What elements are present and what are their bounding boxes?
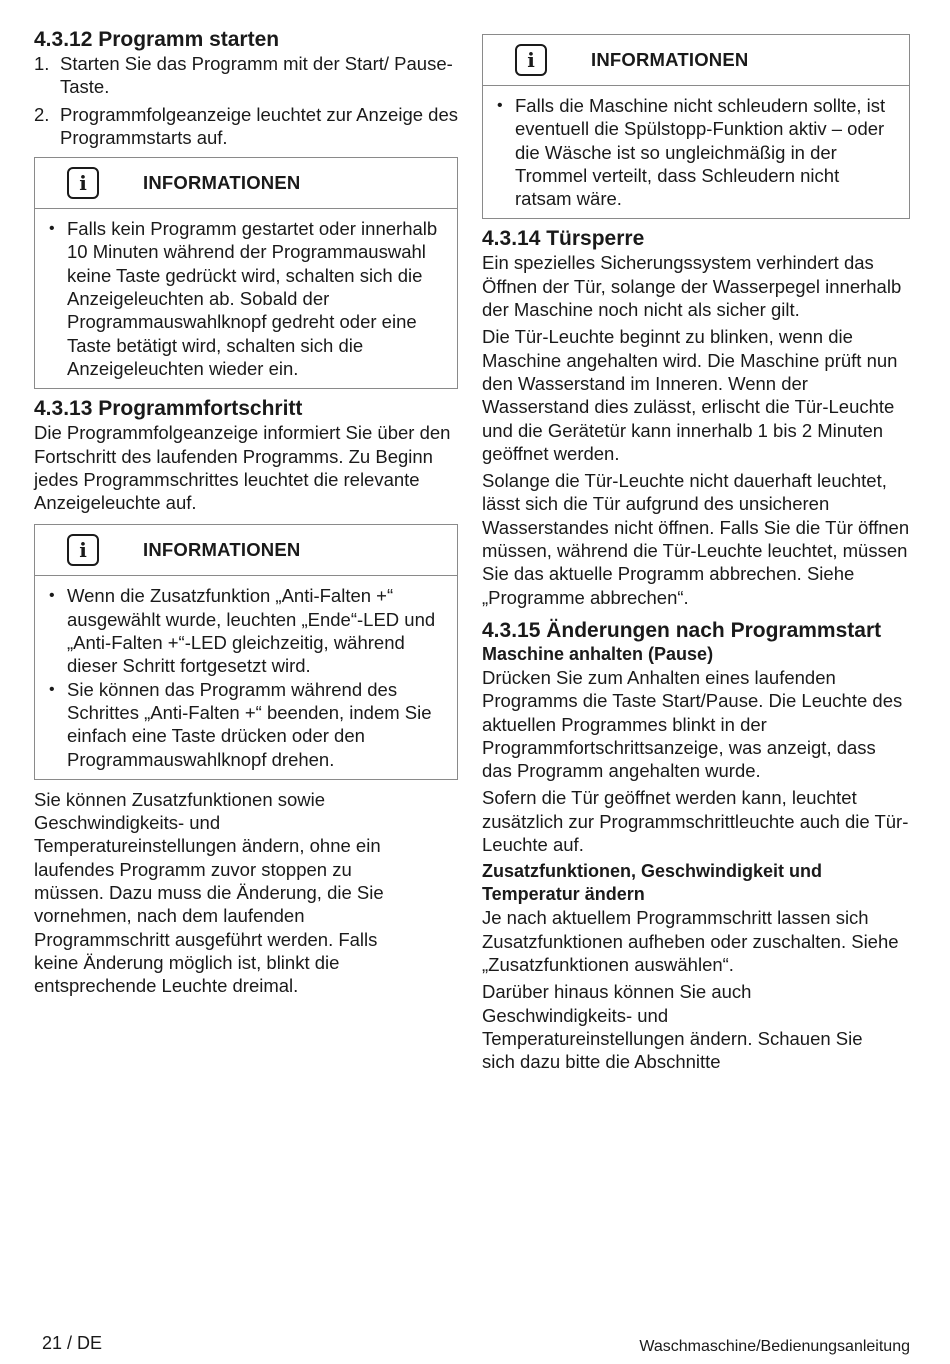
paragraph: Darüber hinaus können Sie auch Geschwindigkeits- und Temperatureinstellungen ändern. Schauen Sie sich dazu bitte die Abschnitte: [482, 981, 863, 1073]
info-list: [483, 86, 909, 218]
paragraph: Die Tür-Leuchte beginnt zu blinken, wenn die Maschine angehalten wird. Die Maschine prüft nun den Wasserstand im Inneren. Wenn der Wasserstand dies zulässt, erlischt die Tür-Leuchte und die Gerätetür kann innerhalb 1 bis 2 Minuten geöffnet werden.: [482, 326, 898, 464]
paragraph: Drücken Sie zum Anhalten eines laufenden Programms die Taste Start/Pause. Die Leuchte des aktuellen Programmes blinkt in der Programmfortschrittsanzeige, was anzeigt, dass das Programm angehalten wurde.: [482, 666, 903, 782]
info-box-title: INFORMATIONEN: [143, 172, 301, 194]
info-icon: i: [515, 44, 547, 76]
section-title-programm-starten: 4.3.12 Programm starten: [34, 28, 280, 51]
step-text: Starten Sie das Programm mit der Start/ Pause-Taste.: [60, 53, 453, 98]
info-box-header: [35, 525, 457, 576]
section-title-tuersperre: 4.3.14 Türsperre: [482, 227, 645, 251]
steps-list: [34, 52, 458, 149]
info-icon: i: [67, 534, 99, 566]
paragraph: Die Programmfolgeanzeige informiert Sie über den Fortschritt des laufenden Programms. Zu Beginn jedes Programmschrittes leuchtet die relevante Anzeigeleuchte auf.: [34, 422, 451, 514]
section-title-programmfortschritt: 4.3.13 Programmfortschritt: [34, 397, 303, 421]
page-number: 21 / DE: [42, 1333, 103, 1353]
info-list: [35, 576, 457, 778]
subheading-zusatzfunktionen: Zusatzfunktionen, Geschwindigkeit und Temperatur ändern: [482, 861, 823, 905]
document-title: Waschmaschine/Bedienungsanleitung: [639, 1338, 910, 1355]
paragraph: Ein spezielles Sicherungssystem verhindert das Öffnen der Tür, solange der Wasserpegel innerhalb der Maschine noch nicht als sicher gilt.: [482, 252, 902, 321]
info-box-header: [35, 158, 457, 209]
info-box: [34, 524, 458, 779]
info-box: [34, 157, 458, 389]
paragraph: Sie können Zusatzfunktionen sowie Geschwindigkeits- und Temperatureinstellungen ändern, ohne ein laufendes Programm zuvor stoppen zu müssen. Dazu muss die Änderung, die Sie vornehmen, nach dem laufenden Programmschritt ausgeführt werden. Falls keine Änderung möglich ist, blinkt die entsprechende Leuchte dreimal.: [34, 788, 384, 997]
left-column: [34, 28, 458, 998]
paragraph: Solange die Tür-Leuchte nicht dauerhaft leuchtet, lässt sich die Tür aufgrund des unsicheren Wasserstandes nicht öffnen. Falls Sie die Tür öffnen müssen, während die Tür-Leuchte leuchtet, müssen Sie das aktuelle Programm abbrechen. Siehe „Programme abbrechen“.: [482, 470, 910, 608]
info-icon: i: [67, 167, 99, 199]
info-item: • Falls kein Programm gestartet oder innerhalb 10 Minuten während der Programmauswahl keine Taste gedrückt wird, schalten sich die Anzeigeleuchten ab. Sobald der Programmauswahlknopf gedreht oder eine Taste betätigt wird, schalten sich die Anzeigeleuchten wieder ein.: [49, 218, 438, 379]
info-box-header: [483, 35, 909, 86]
subheading-maschine-anhalten: Maschine anhalten (Pause): [482, 643, 714, 664]
info-item: • Falls die Maschine nicht schleudern sollte, ist eventuell die Spülstopp-Funktion aktiv – oder die Wäsche ist so ungleichmäßig in der Trommel verteilt, dass Schleudern nicht ratsam wäre.: [497, 95, 886, 210]
paragraph: Je nach aktuellem Programmschritt lassen sich Zusatzfunktionen aufheben oder zuschalten. Siehe „Zusatzfunktionen auswählen“.: [482, 907, 899, 975]
info-item: • Wenn die Zusatzfunktion „Anti-Falten +“ ausgewählt wurde, leuchten „Ende“-LED und „Anti-Falten +“-LED gleichzeitig, während dieser Schritt fortgesetzt wird.: [49, 585, 436, 677]
info-box-title: INFORMATIONEN: [143, 539, 301, 561]
step-item: 2. Programmfolgeanzeige leuchtet zur Anzeige des Programmstarts auf.: [34, 103, 458, 148]
info-box: [482, 34, 910, 219]
section-title-aenderungen: 4.3.15 Änderungen nach Programmstart: [482, 618, 882, 642]
step-text: Programmfolgeanzeige leuchtet zur Anzeige des Programmstarts auf.: [60, 103, 458, 148]
info-box-title: INFORMATIONEN: [591, 49, 749, 70]
step-item: 1. Starten Sie das Programm mit der Start/ Pause-Taste.: [34, 52, 458, 99]
paragraph: Sofern die Tür geöffnet werden kann, leuchtet zusätzlich zur Programmschrittleuchte auch die Tür-Leuchte auf.: [482, 787, 909, 856]
right-column: [482, 34, 910, 1073]
info-item: • Sie können das Programm während des Schrittes „Anti-Falten +“ beenden, indem Sie einfach eine Taste drücken oder den Programmauswahlknopf drehen.: [49, 678, 432, 770]
info-list: [35, 209, 457, 388]
